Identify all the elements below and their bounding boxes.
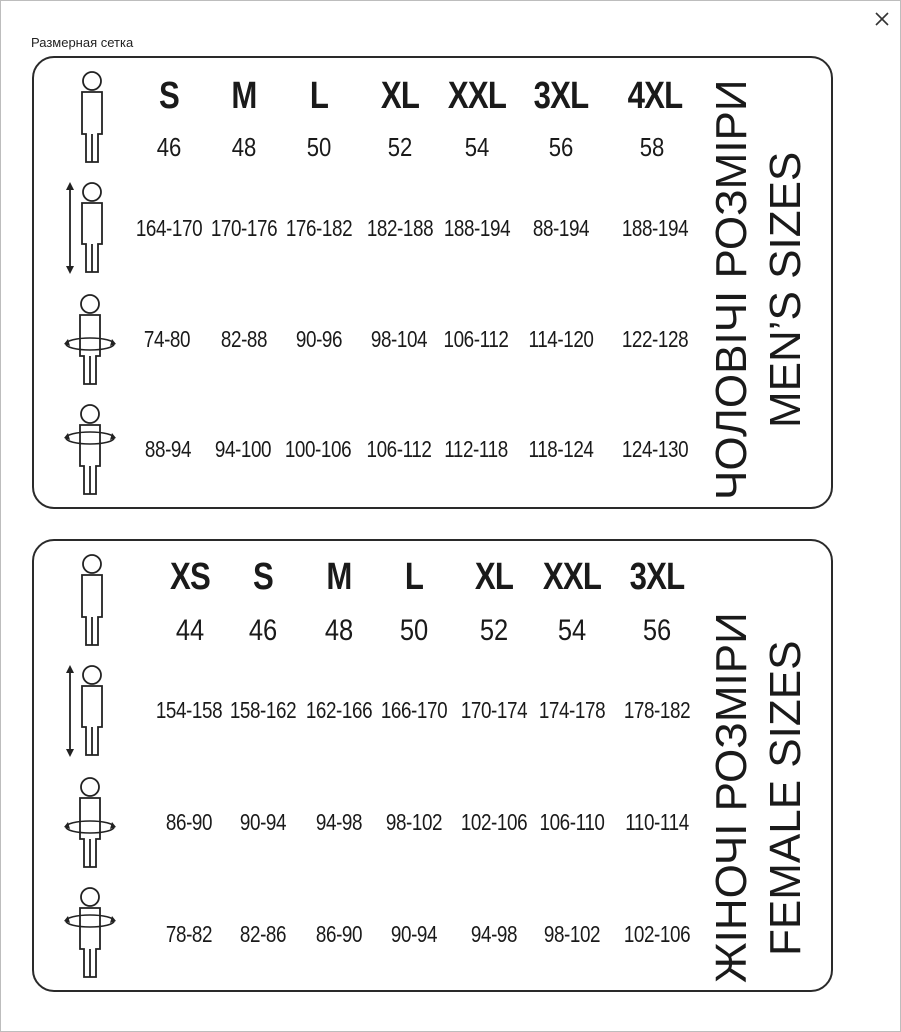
women-size-label: XL (474, 556, 514, 598)
women-waist-value: 86-90 (165, 809, 213, 835)
women-height-value: 154-158 (155, 697, 223, 723)
person-chest-icon (62, 402, 118, 503)
women-chest-value: 86-90 (315, 921, 363, 947)
person-waist-icon (62, 775, 118, 876)
women-eu-size: 50 (399, 614, 429, 647)
women-size-label: 3XL (629, 556, 685, 598)
women-waist-value: 94-98 (315, 809, 363, 835)
women-waist-value: 98-102 (385, 809, 443, 835)
men-height-value: 88-194 (532, 215, 590, 241)
men-label-en: MEN’S SIZES (761, 151, 810, 428)
person-height-icon (62, 663, 114, 764)
men-eu-size: 56 (548, 132, 574, 162)
men-height-value: 176-182 (285, 215, 353, 241)
men-eu-size: 52 (387, 132, 413, 162)
men-chest-value: 88-94 (144, 436, 192, 462)
men-height-value: 164-170 (135, 215, 203, 241)
men-height-value: 170-176 (210, 215, 278, 241)
women-label-en: FEMALE SIZES (761, 640, 810, 956)
women-size-label: XS (170, 556, 210, 598)
women-waist-value: 102-106 (460, 809, 528, 835)
men-size-label: L (309, 75, 329, 117)
women-chest-value: 82-86 (239, 921, 287, 947)
men-chest-value: 118-124 (528, 436, 594, 462)
men-waist-value: 90-96 (295, 326, 343, 352)
person-height-icon (62, 180, 114, 281)
men-waist-value: 106-112 (443, 326, 509, 352)
women-size-label: S (253, 556, 273, 598)
men-size-panel (32, 56, 833, 509)
women-eu-size: 44 (175, 614, 205, 647)
men-height-value: 182-188 (366, 215, 434, 241)
men-size-label: XL (380, 75, 420, 117)
modal-title: Размерная сетка (31, 35, 134, 50)
men-size-label: XXL (447, 75, 507, 117)
men-eu-size: 54 (464, 132, 490, 162)
men-eu-size: 46 (156, 132, 182, 162)
women-chest-value: 90-94 (390, 921, 438, 947)
men-waist-value: 114-120 (528, 326, 594, 352)
men-size-label: M (231, 75, 257, 117)
women-eu-size: 54 (557, 614, 587, 647)
women-size-label: M (326, 556, 352, 598)
women-height-value: 166-170 (380, 697, 448, 723)
men-eu-size: 48 (231, 132, 257, 162)
men-waist-value: 122-128 (621, 326, 689, 352)
women-height-value: 162-166 (305, 697, 373, 723)
women-chest-value: 102-106 (623, 921, 691, 947)
women-chest-value: 98-102 (543, 921, 601, 947)
men-waist-value: 98-104 (370, 326, 428, 352)
person-chest-icon (62, 885, 118, 986)
women-height-value: 158-162 (229, 697, 297, 723)
women-height-value: 174-178 (538, 697, 606, 723)
men-label-ua: ЧОЛОВІЧІ РОЗМІРИ (707, 79, 756, 500)
women-waist-value: 90-94 (239, 809, 287, 835)
men-chest-value: 106-112 (366, 436, 432, 462)
women-height-value: 178-182 (623, 697, 691, 723)
person-waist-icon (62, 292, 118, 393)
men-chest-value: 94-100 (214, 436, 272, 462)
women-chest-value: 78-82 (165, 921, 213, 947)
men-eu-size: 58 (639, 132, 665, 162)
person-icon (74, 70, 114, 171)
women-waist-value: 110-114 (625, 809, 689, 835)
men-size-label: S (159, 75, 179, 117)
men-waist-value: 82-88 (220, 326, 268, 352)
women-eu-size: 48 (324, 614, 354, 647)
men-height-value: 188-194 (621, 215, 689, 241)
men-chest-value: 124-130 (621, 436, 689, 462)
women-eu-size: 56 (642, 614, 672, 647)
men-size-label: 3XL (533, 75, 589, 117)
close-icon[interactable] (872, 9, 892, 29)
women-height-value: 170-174 (460, 697, 528, 723)
men-eu-size: 50 (306, 132, 332, 162)
men-size-label: 4XL (627, 75, 683, 117)
men-chest-value: 100-106 (284, 436, 352, 462)
women-eu-size: 52 (479, 614, 509, 647)
women-size-label: L (404, 556, 424, 598)
men-waist-value: 74-80 (143, 326, 191, 352)
women-label-ua: ЖІНОЧІ РОЗМІРИ (707, 612, 756, 983)
women-waist-value: 106-110 (539, 809, 605, 835)
men-height-value: 188-194 (443, 215, 511, 241)
women-size-panel (32, 539, 833, 992)
women-size-label: XXL (542, 556, 602, 598)
women-chest-value: 94-98 (470, 921, 518, 947)
person-icon (74, 553, 114, 654)
women-eu-size: 46 (248, 614, 278, 647)
men-chest-value: 112-118 (444, 436, 508, 462)
